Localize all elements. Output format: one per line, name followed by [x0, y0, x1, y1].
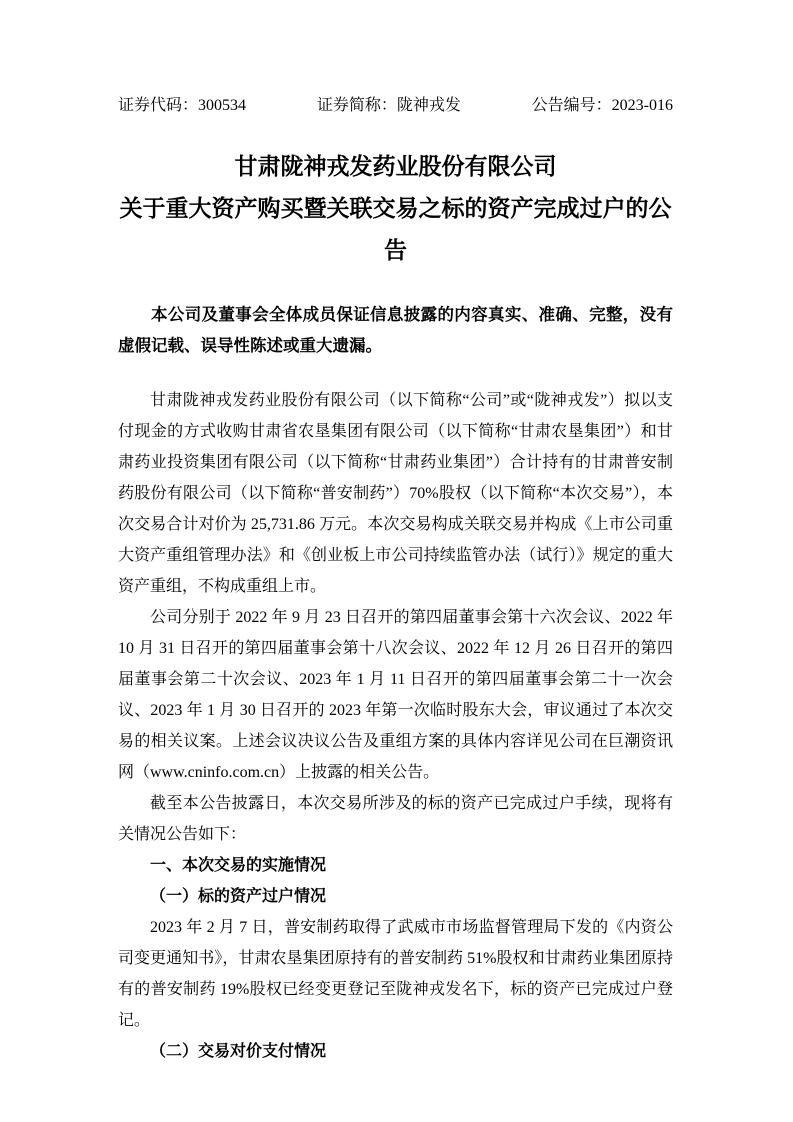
- announcement-subject-title-line: 关于重大资产购买暨关联交易之标的资产完成过户的公告: [119, 196, 672, 263]
- subsection-heading-asset-transfer: （一）标的资产过户情况: [150, 888, 327, 905]
- paragraph-transfer-registration: 2023 年 2 月 7 日，普安制药取得了武威市市场监督管理局下发的《内资公司变更通知书》，甘肃农垦集团原持有的普安制药 51%股权和甘肃药业集团原持有的普安制药 19%股权已经变更登记至陇神戎发名下，标的资产已完成过户登记。: [118, 919, 673, 1029]
- paragraph-disclosure-status: 截至本公告披露日，本次交易所涉及的标的资产已完成过户手续，现将有关情况公告如下：: [118, 795, 673, 843]
- board-truthfulness-declaration: 本公司及董事会全体成员保证信息披露的内容真实、准确、完整，没有虚假记载、误导性陈述或重大遗漏。: [118, 305, 673, 355]
- document-body: [118, 385, 673, 1067]
- announcement-number: 公告编号：2023-016: [531, 97, 673, 114]
- paragraph-transaction-overview: 甘肃陇神戎发药业股份有限公司（以下简称“公司”或“陇神戎发”）拟以支付现金的方式收购甘肃省农垦集团有限公司（以下简称“甘肃农垦集团”）和甘肃药业投资集团有限公司（以下简称“甘肃药业集团”）合计持有的甘肃普安制药股份有限公司（以下简称“普安制药”）70%股权（以下简称“本次交易”），本次交易合计对价为 25,731.86 万元。本次交易构成关联交易并构成《上市公司重大资产重组管理办法》和《创业板上市公司持续监管办法（试行）》规定的重大资产重组，不构成重组上市。: [118, 392, 673, 595]
- company-name-title-line: 甘肃陇神戎发药业股份有限公司: [234, 154, 557, 179]
- stock-abbr: 证券简称：陇神戎发: [316, 97, 461, 114]
- subsection-heading-consideration-payment: （二）交易对价支付情况: [150, 1043, 327, 1060]
- section-heading-implementation: 一、本次交易的实施情况: [150, 857, 327, 874]
- document-title: [118, 146, 673, 272]
- document-header: [118, 96, 673, 116]
- stock-code: 证券代码：300534: [118, 97, 247, 114]
- paragraph-board-meetings: 公司分别于 2022 年 9 月 23 日召开的第四届董事会第十六次会议、2022 年 10 月 31 日召开的第四届董事会第十八次会议、2022 年 12 月 26 日召开的第四届董事会第二十次会议、2023 年 1 月 11 日召开的第四届董事会第二十一次会议、2023 年 1 月 30 日召开的 2023 年第一次临时股东大会，审议通过了本次交易的相关议案。上述会议决议公告及重组方案的具体内容详见公司在巨潮资讯网（www.cninfo.com.cn）上披露的相关公告。: [118, 609, 673, 781]
